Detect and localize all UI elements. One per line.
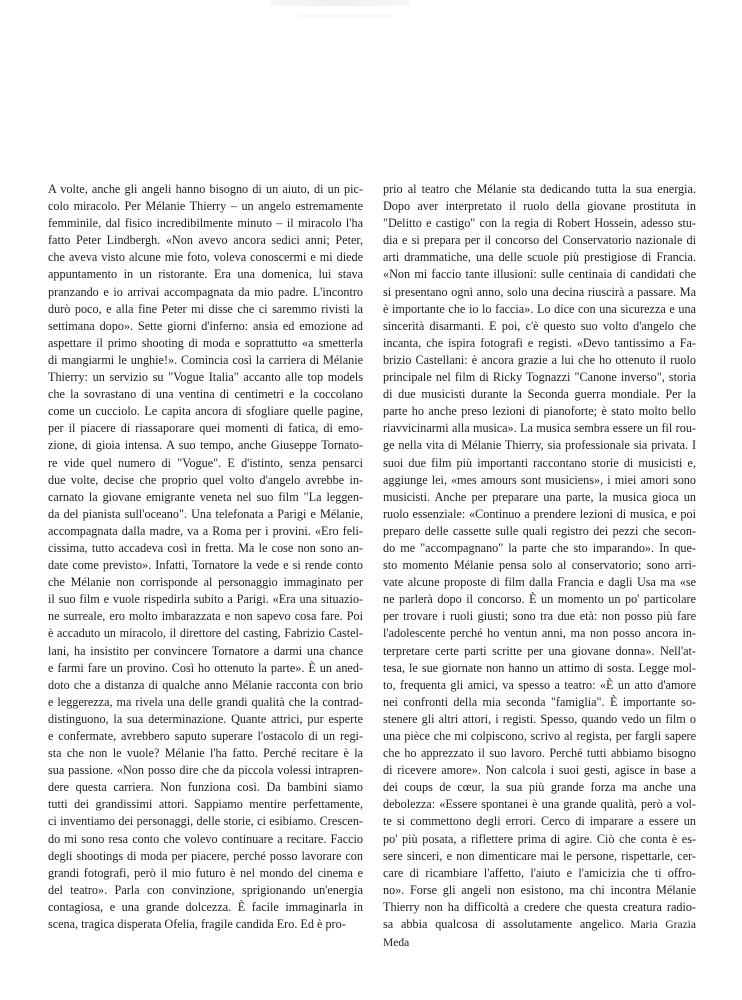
article-line-text: sa abbia qualcosa di assolutamente angelico. <box>383 917 625 932</box>
article-line: l'adolescente perché ho ventun anni, ma non posso ancora in- <box>383 626 696 641</box>
article-line: fatto Peter Lindbergh. «Non avevo ancora sedici anni; Peter, <box>48 233 363 248</box>
article-line: to, frequenta gli amici, va spesso a teatro: «È un atto d'amore <box>383 677 696 692</box>
article-line: che la sovrastano di una ventina di centimetri e la coccolano <box>48 387 363 402</box>
article-line: sincerità disarmanti. E poi, c'è questo suo volto d'angelo che <box>383 318 696 333</box>
article-line: zione, di gioia intensa. A suo tempo, anche Giuseppe Tornato- <box>48 438 363 453</box>
article-line: do me "accompagnano" la parte che sto imparando». In que- <box>383 540 696 555</box>
article-line: brizio Castellani: è ancora grazie a lui che ho ottenuto il ruolo <box>383 352 696 367</box>
article-line: grandi fotografi, però il mio futuro è nel mondo del cinema e <box>48 865 363 880</box>
article-line: Thierry non ha difficoltà a credere che questa creatura radio- <box>383 899 696 914</box>
article-line: ne surreale, ero molto imbarazzata e non sapevo cosa fare. Poi <box>48 609 363 624</box>
article-line: sua passione. «Non posso dire che da piccola volessi intrapren- <box>48 763 363 778</box>
article-line: Thierry: un servizio su "Vogue Italia" accanto alle top models <box>48 370 363 385</box>
article-line: contagiosa, e una grande dolcezza. È facile immaginarla in <box>48 899 363 914</box>
article-line: degli shootings di moda per piacere, perché posso lavorare con <box>48 848 363 863</box>
article-line: po' più posata, a riflettere prima di agire. Ciò che conta è es- <box>383 831 696 846</box>
article-line: per il piacere di riassaporare quei momenti di fatica, di emo- <box>48 421 363 436</box>
author-byline: Maria Grazia Meda <box>383 919 696 950</box>
article-line: ne parlerà dopo il concorso. È un momento un po' particolare <box>383 592 696 607</box>
article-line: scena, tragica disperata Ofelia, fragile candida Ero. Ed è pro- <box>48 917 346 932</box>
article-line: riavvicinarmi alla musica». La musica sembra essere un fil rou- <box>383 421 696 436</box>
article-line: tesa, le sue giornate non hanno un attimo di sosta. Legge mol- <box>383 660 696 675</box>
article-line: è accaduto un miracolo, il direttore del casting, Fabrizio Castel- <box>48 626 363 641</box>
article-line: A volte, anche gli angeli hanno bisogno di un aiuto, di un pic- <box>48 182 363 196</box>
article-line: parte ho anche preso lezioni di pianoforte; è stato molto bello <box>383 404 696 419</box>
article-line: musicisti. Anche per preparare una parte, la musica gioca un <box>383 489 696 504</box>
article-line: lani, ha insistito per convincere Tornatore a darmi una chance <box>48 643 363 658</box>
article-line: principale nel film di Ricky Tognazzi "Canone inverso", storia <box>383 370 696 385</box>
article-line: prio al teatro che Mélanie sta dedicando tutta la sua energia. <box>383 182 696 196</box>
article-line: due volte, decise che proprio quel volto d'angelo avrebbe in- <box>48 472 363 487</box>
article-line: del teatro». Parla con convinzione, sprigionando un'energia <box>48 882 363 897</box>
article-line: accompagnata dalla madre, va a Roma per i provini. «Ero feli- <box>48 523 363 538</box>
article-line: suoi due film più importanti raccontano storie di musicisti e, <box>383 455 696 470</box>
article-line: e leggerezza, ma rivela una delle grandi qualità che la contrad- <box>48 694 363 709</box>
article-line: di due musicisti durante la Seconda guerra mondiale. Per la <box>383 387 696 402</box>
article-line: aspettare il primo shooting di moda e soprattutto «a smetterla <box>48 335 363 350</box>
article-column-left <box>48 181 363 933</box>
article-line: stenere gli altri attori, i registi. Spesso, quando vedo un film o <box>383 711 696 726</box>
article-line: debolezza: «Essere spontanei è una grande qualità, però a vol- <box>383 797 696 812</box>
article-line: ge nella vita di Mélanie Thierry, sia professionale sia privata. I <box>383 438 696 453</box>
article-line: re vide quel numero di "Vogue". E d'istinto, senza pensarci <box>48 455 363 470</box>
article-line: da del pianista sull'oceano". Una telefonata a Parigi e Mélanie, <box>48 506 363 521</box>
article-line: ruolo essenziale: «Continuo a prendere lezioni di musica, e poi <box>383 506 696 521</box>
article-line: doto che a distanza di qualche anno Mélanie racconta con brio <box>48 677 363 692</box>
article-line: vate alcune proposte di film dalla Francia e dagli Usa ma «se <box>383 575 696 590</box>
article-line: durò poco, e alla fine Peter mi disse che ci saremmo rivisti la <box>48 301 363 316</box>
article-line: carnato la giovane emigrante veneta nel suo film "La leggen- <box>48 489 363 504</box>
article-line: di mangiarmi le unghie!». Comincia così la carriera di Mélanie <box>48 352 363 367</box>
article-line: e farmi fare un provino. Così ho ottenuto la parte». È un aned- <box>48 660 363 675</box>
article-line: ci inventiamo dei personaggi, delle storie, ci esibiamo. Crescen- <box>48 814 363 829</box>
article-line: dere questa carriera. Non funziona così. Da bambini siamo <box>48 780 363 795</box>
article-line: dia e si prepara per il concorso del Conservatorio nazionale di <box>383 233 696 248</box>
article-line <box>383 916 696 952</box>
article-line: no». Forse gli angeli non esistono, ma chi incontra Mélanie <box>383 882 696 897</box>
article-line: terpretare certe parti scritte per una giovane donna». Nell'at- <box>383 643 696 658</box>
article-line: care di ricambiare l'affetto, l'aiuto e l'amicizia che ti offro- <box>383 865 696 880</box>
article-line: che aveva visto alcune mie foto, voleva conoscermi e mi diede <box>48 250 363 265</box>
article-line: si presentano ogni anno, solo una decina riuscirà a passare. Ma <box>383 284 696 299</box>
article-line: sto momento Mélanie pensa solo al conservatorio; sono arri- <box>383 558 696 573</box>
article-column-right <box>383 181 696 952</box>
article-line: come un cucciolo. Le capita ancora di sfogliare quelle pagine, <box>48 404 363 419</box>
article-line: e confermate, avrebbero saputo superare l'ostacolo di un regi- <box>48 729 363 743</box>
article-line: che ho apprezzato il suo lavoro. Perché tutti abbiamo bisogno <box>383 746 696 761</box>
bleed-through-mark <box>270 0 410 6</box>
article-line: di ricevere amore». Non calcola i suoi gesti, agisce in base a <box>383 763 696 778</box>
article-line: appuntamento in un ristorante. Era una domenica, lui stava <box>48 267 363 282</box>
bleed-through-mark <box>300 14 390 18</box>
article-line: arti drammatiche, una delle scuole più prestigiose di Francia. <box>383 250 696 265</box>
article-line: "Delitto e castigo" con la regia di Robert Hossein, adesso stu- <box>383 216 696 231</box>
article-line: pranzando e io arrivai accompagnata da mio padre. L'incontro <box>48 284 363 299</box>
article-line: per trovare i ruoli giusti; sono tra due età: non posso più fare <box>383 609 696 624</box>
article-line: preparo delle cassette sulle quali registro dei pezzi che secon- <box>383 523 696 538</box>
article-line: do mi sono resa conto che volevo continuare a recitare. Faccio <box>48 831 363 846</box>
article-line: sere sinceri, e non dimenticare mai le persone, rispettarle, cer- <box>383 848 696 863</box>
article-line: incanta, che ispira fotografi e registi. «Devo tantissimo a Fa- <box>383 335 696 350</box>
article-line: il suo film e vuole rispedirla subito a Parigi. «Era una situazio- <box>48 592 363 607</box>
article-line: cissima, tutto accadeva così in fretta. Ma le cose non sono an- <box>48 540 363 555</box>
article-line: una pièce che mi colpiscono, scrivo al regista, per fargli sapere <box>383 729 696 743</box>
article-line: dei coups de cœur, la sua più grande forza ma anche una <box>383 780 696 795</box>
article-line: date come previsto». Infatti, Tornatore la vede e si rende conto <box>48 558 363 573</box>
article-line: nei confronti della mia seconda "famiglia". È importante so- <box>383 694 696 709</box>
article-line: femminile, dal fisico incredibilmente minuto – il miracolo l'ha <box>48 216 363 231</box>
article-line: aggiunge lei, «mes amours sont musiciens», i miei amori sono <box>383 472 696 487</box>
article-line: che Mélanie non corrisponde al personaggio immaginato per <box>48 575 363 590</box>
article-line: te si commettono degli errori. Cerco di imparare a essere un <box>383 814 696 829</box>
article-line: Dopo aver interpretato il ruolo della giovane prostituta in <box>383 199 696 214</box>
article-line: è importante che io lo faccia». Lo dice con una sicurezza e una <box>383 301 696 316</box>
article-line: tutti dei grandissimi attori. Sappiamo mentire perfettamente, <box>48 797 363 812</box>
article-line: distinguono, la sua determinazione. Quante attrici, pur esperte <box>48 711 363 726</box>
article-line: «Non mi faccio tante illusioni: sulle centinaia di candidati che <box>383 267 696 282</box>
article-line: colo miracolo. Per Mélanie Thierry – un angelo estremamente <box>48 199 363 214</box>
article-line: settimana dopo». Sette giorni d'inferno: ansia ed emozione ad <box>48 318 363 333</box>
article-line: sta che non le vuole? Mélanie l'ha fatto. Perché recitare è la <box>48 746 363 761</box>
